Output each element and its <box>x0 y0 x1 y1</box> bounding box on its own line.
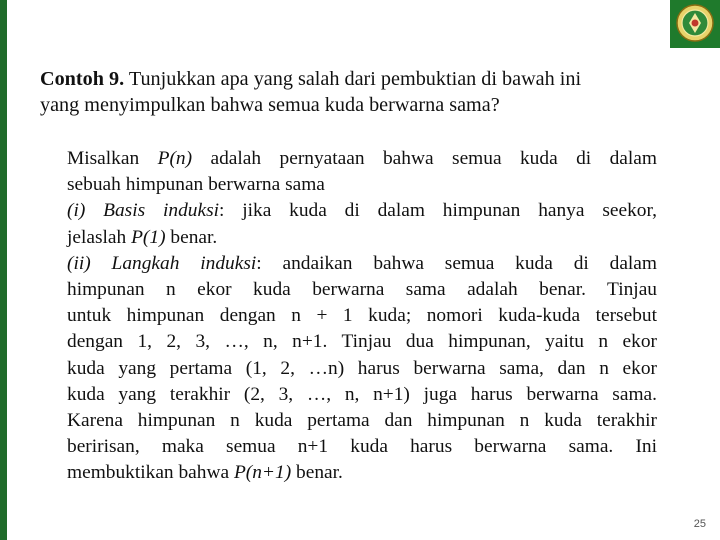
exercise-question-line-2: yang menyimpulkan bahwa semua kuda berwarna sama? <box>40 94 500 116</box>
step-label: (ii) Langkah induksi <box>67 252 257 274</box>
exercise-question-line-1: Tunjukkan apa yang salah dari pembuktian di bawah ini <box>128 68 582 90</box>
basis-label: (i) Basis induksi <box>67 200 220 222</box>
logo <box>670 0 720 48</box>
university-emblem-icon <box>675 3 715 43</box>
intro-text-c: adalah pernyataan bahwa semua kuda di dalam <box>192 148 657 169</box>
step-line-6: kuda yang terakhir (2, 3, …, n, n+1) juga harus berwarna sama. <box>67 383 657 405</box>
basis-math: P(1) <box>131 226 166 248</box>
basis-text: : jika kuda di dalam himpunan hanya seekor, <box>219 200 657 222</box>
slide-number: 25 <box>693 518 706 530</box>
conclusion-c: benar. <box>291 462 343 484</box>
step-line-2: himpunan n ekor kuda berwarna sama adalah benar. Tinjau <box>67 279 657 301</box>
step-text: : andaikan bahwa semua kuda di dalam <box>256 252 658 274</box>
conclusion-a: membuktikan bahwa <box>67 462 234 484</box>
step-line-8: beririsan, maka semua n+1 kuda harus berwarna sama. Ini <box>67 436 657 458</box>
basis-line2-a: jelaslah <box>67 226 132 248</box>
proof-text <box>67 146 657 487</box>
intro-text-a: Misalkan <box>67 148 158 169</box>
step-line-7: Karena himpunan n kuda pertama dan himpunan n kuda terakhir <box>67 410 657 432</box>
exercise-label: Contoh 9. <box>40 68 125 90</box>
intro-math: P(n) <box>157 148 193 169</box>
step-line-4: dengan 1, 2, 3, …, n, n+1. Tinjau dua himpunan, yaitu n ekor <box>67 331 657 353</box>
step-line-5: kuda yang pertama (1, 2, …n) harus berwarna sama, dan n ekor <box>67 357 657 379</box>
conclusion-math: P(n+1) <box>233 462 292 484</box>
left-accent-bar <box>0 0 7 540</box>
exercise-heading <box>40 66 680 118</box>
intro-line-2: sebuah himpunan berwarna sama <box>67 174 325 196</box>
basis-line2-c: benar. <box>165 226 218 248</box>
step-line-3: untuk himpunan dengan n + 1 kuda; nomori kuda-kuda tersebut <box>67 305 657 327</box>
